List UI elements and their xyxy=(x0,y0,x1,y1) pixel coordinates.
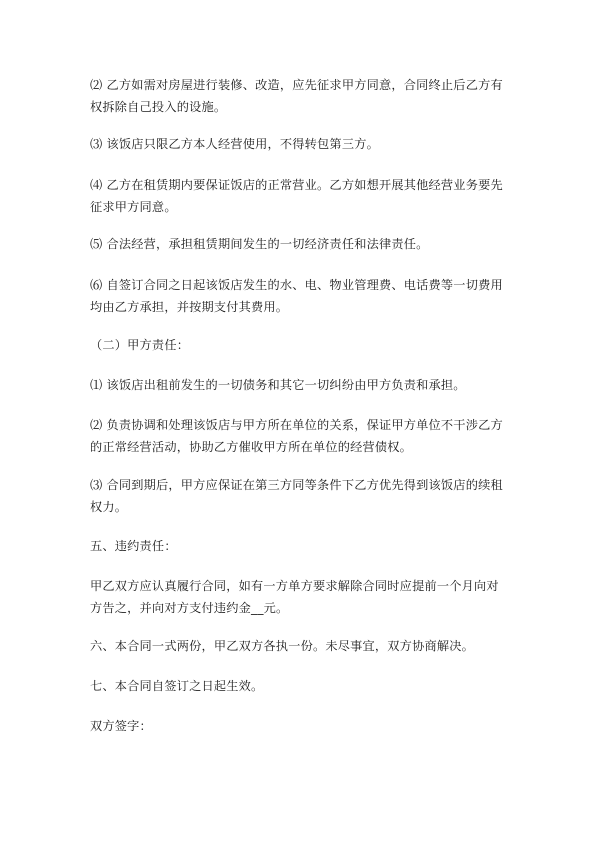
clause-prior-debts: ⑴ 该饭店出租前发生的一切债务和其它一切纠纷由甲方负责和承担。 xyxy=(90,378,466,392)
clause-fees: ⑹ 自签订合同之日起该饭店发生的水、电、物业管理费、电话费等一切费用均由乙方承担，并按期支付其费用。 xyxy=(90,278,503,314)
clause-copies: 六、本合同一式两份，甲乙双方各执一份。未尽事宜，双方协商解决。 xyxy=(90,639,475,653)
clause-effective-date: 七、本合同自签订之日起生效。 xyxy=(90,679,264,693)
clause-renewal-priority: ⑶ 合同到期后，甲方应保证在第三方同等条件下乙方优先得到该饭店的续租权力。 xyxy=(90,478,503,514)
section-breach-liability: 五、违约责任： xyxy=(90,539,177,553)
clause-renovation: ⑵ 乙方如需对房屋进行装修、改造，应先征求甲方同意，合同终止后乙方有权拆除自己投入的设施。 xyxy=(90,78,503,114)
clause-coordination: ⑵ 负责协调和处理该饭店与甲方所在单位的关系，保证甲方单位不干涉乙方的正常经营活动，协助乙方催收甲方所在单位的经营债权。 xyxy=(90,418,503,454)
clause-normal-operation: ⑷ 乙方在租赁期内要保证饭店的正常营业。乙方如想开展其他经营业务要先征求甲方同意。 xyxy=(90,178,503,214)
section-party-a-duties: （二）甲方责任： xyxy=(90,338,190,352)
clause-legal-operation: ⑸ 合法经营，承担租赁期间发生的一切经济责任和法律责任。 xyxy=(90,237,429,251)
signature-label: 双方签字： xyxy=(90,719,152,733)
clause-termination-notice: 甲乙双方应认真履行合同，如有一方单方要求解除合同时应提前一个月向对方告之，并向对方支付违约金__元。 xyxy=(90,579,499,615)
clause-no-sublease: ⑶ 该饭店只限乙方本人经营使用，不得转包第三方。 xyxy=(90,137,379,151)
